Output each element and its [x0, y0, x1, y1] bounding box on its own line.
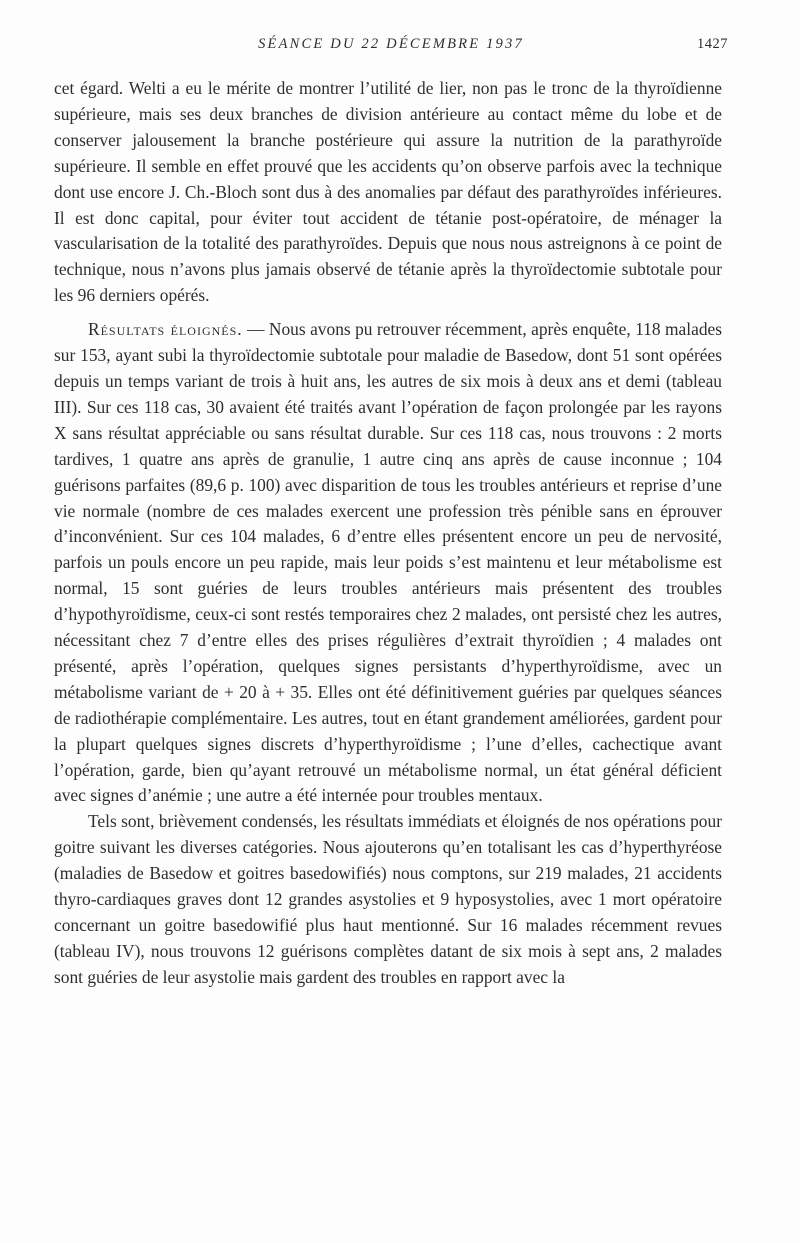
- paragraph-text: Tels sont, brièvement condensés, les résultats immédiats et éloignés de nos opérations pour goitre suivant les diverses catégories. Nous ajouterons qu’en totalisant les cas d’hyperthyréose (maladies de Basedow et goitres basedowifiés) nous comptons, sur 219 malades, 21 accidents thyro-cardiaques graves dont 12 grandes asystolies et 9 hyposystolies, avec 1 mort opératoire concernant un goitre basedowifié plus haut mentionné. Sur 16 malades récemment revues (tableau IV), nous trouvons 12 guérisons complètes datant de six mois à sept ans, 2 malades sont guéries de leur asystolie mais gardent des troubles en rapport avec la: [54, 811, 722, 987]
- paragraph-resultats-eloignes: [54, 317, 722, 809]
- paragraph-continuation: [54, 76, 722, 309]
- section-heading: Résultats éloignés.: [88, 319, 243, 340]
- paragraph-text: cet égard. Welti a eu le mérite de montrer l’utilité de lier, non pas le tronc de la thyroïdienne supérieure, mais ses deux branches de division antérieure au contact même du lobe et de conserver jalousement la branche postérieure qui assure la nutrition de la parathyroïde supérieure. Il semble en effet prouvé que les accidents qu’on observe parfois avec la technique dont use encore J. Ch.-Bloch sont dus à des anomalies par défaut des parathyroïdes inférieures. Il est donc capital, pour éviter tout accident de tétanie post-opératoire, de ménager la vascularisation de la totalité des parathyroïdes. Depuis que nous nous astreignons à ce point de technique, nous n’avons plus jamais observé de tétanie après la thyroïdectomie subtotale pour les 96 derniers opérés.: [54, 78, 722, 306]
- paragraph-text: — Nous avons pu retrouver récemment, après enquête, 118 malades sur 153, ayant subi la thyroïdectomie subtotale pour maladie de Basedow, dont 51 sont opérées depuis un temps variant de trois à huit ans, les autres de six mois à deux ans et demi (tableau III). Sur ces 118 cas, 30 avaient été traités avant l’opération de façon prolongée par les rayons X sans résultat appréciable ou sans résultat durable. Sur ces 118 cas, nous trouvons : 2 morts tardives, 1 quatre ans après de granulie, 1 autre cinq ans après de cause inconnue ; 104 guérisons parfaites (89,6 p. 100) avec disparition de tous les troubles antérieurs et reprise d’une vie normale (nombre de ces malades exercent une profession très pénible sans en éprouver d’inconvénient. Sur ces 104 malades, 6 d’entre elles présentent encore un peu de nervosité, parfois un pouls encore un peu rapide, mais leur poids s’est maintenu et leur métabolisme est normal, 15 sont guéries de leurs troubles antérieurs mais présentent des troubles d’hypothyroïdisme, ceux-ci sont restés temporaires chez 2 malades, ont persisté chez les autres, nécessitant chez 7 d’entre elles des prises régulières d’extrait thyroïdien ; 4 malades ont présenté, après l’opération, quelques signes persistants d’hyperthyroïdisme, avec un métabolisme variant de + 20 à + 35. Elles ont été définitivement guéries par quelques séances de radiothérapie complémentaire. Les autres, tout en étant grandement améliorées, gardent pour la plupart quelques signes discrets d’hyperthyroïdisme ; l’une d’elles, cachectique avant l’opération, garde, bien qu’ayant retrouvé un métabolisme normal, un état général déficient avec signes d’anémie ; une autre a été internée pour troubles mentaux.: [54, 319, 722, 806]
- body-text: [54, 76, 722, 991]
- paragraph-summary: [54, 809, 722, 990]
- page-number: 1427: [697, 36, 728, 52]
- running-head: [54, 36, 728, 58]
- running-title: SÉANCE DU 22 DÉCEMBRE 1937: [258, 36, 524, 52]
